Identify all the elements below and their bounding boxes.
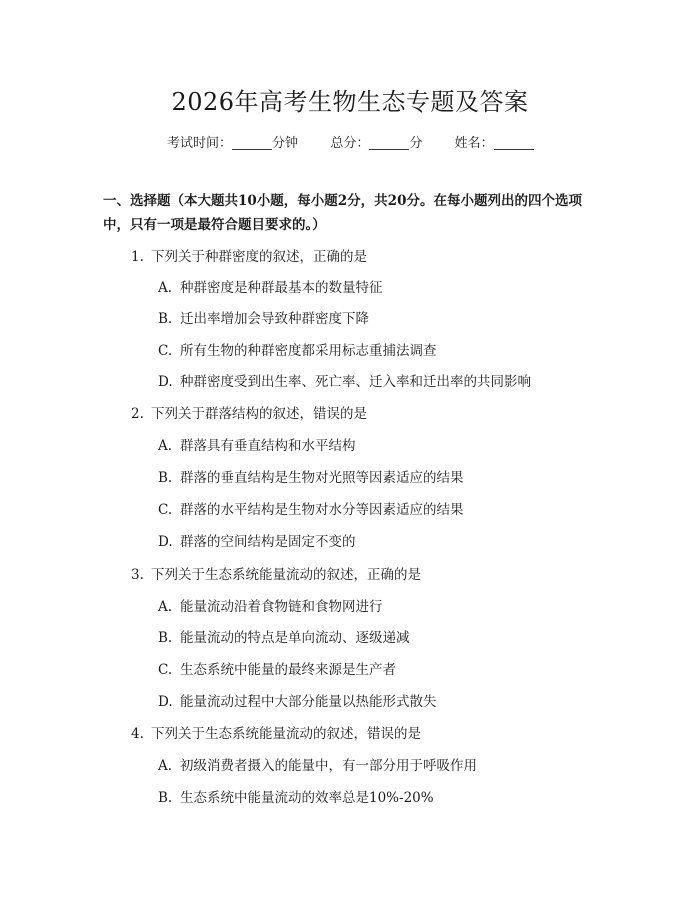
- option-letter: B.: [158, 790, 173, 806]
- name-label: 姓名：: [454, 136, 494, 151]
- option-letter: D.: [158, 534, 173, 550]
- option-text: 能量流动过程中大部分能量以热能形式散失: [180, 694, 437, 710]
- question-stem: 下列关于生态系统能量流动的叙述，正确的是: [151, 567, 421, 583]
- option-text: 生态系统中能量的最终来源是生产者: [180, 662, 396, 678]
- option-letter: C.: [158, 662, 173, 678]
- option-text: 初级消费者摄入的能量中，有一部分用于呼吸作用: [180, 758, 477, 774]
- question-stem: 下列关于群落结构的叙述，错误的是: [151, 406, 367, 422]
- option-text: 能量流动的特点是单向流动、逐级递减: [180, 630, 410, 646]
- option-2c: [158, 498, 464, 518]
- option-text: 群落的水平结构是生物对水分等因素适应的结果: [180, 502, 464, 518]
- score-unit: 分: [409, 136, 423, 151]
- score-blank: [369, 135, 409, 150]
- question-number: 2.: [131, 406, 144, 422]
- option-4a: [158, 754, 477, 774]
- option-text: 群落具有垂直结构和水平结构: [180, 438, 356, 454]
- option-2b: [158, 466, 464, 486]
- time-unit: 分钟: [272, 136, 299, 151]
- option-letter: B.: [158, 630, 173, 646]
- name-blank: [494, 135, 534, 150]
- option-text: 群落的垂直结构是生物对光照等因素适应的结果: [180, 470, 464, 486]
- option-1d: [158, 370, 531, 390]
- question-number: 1.: [131, 249, 144, 265]
- question-1: [131, 245, 367, 265]
- option-1a: [158, 276, 383, 296]
- option-3b: [158, 626, 410, 646]
- option-text: 迁出率增加会导致种群密度下降: [180, 311, 369, 327]
- option-text: 能量流动沿着食物链和食物网进行: [180, 599, 383, 615]
- time-blank: [232, 135, 272, 150]
- option-letter: A.: [158, 280, 173, 296]
- option-letter: C.: [158, 502, 173, 518]
- option-letter: D.: [158, 374, 173, 390]
- question-number: 3.: [131, 567, 144, 583]
- option-letter: D.: [158, 694, 173, 710]
- option-1b: [158, 307, 369, 327]
- option-3c: [158, 658, 396, 678]
- option-3d: [158, 690, 437, 710]
- option-2a: [158, 434, 356, 454]
- option-3a: [158, 595, 383, 615]
- question-2: [131, 402, 367, 422]
- option-text: 种群密度受到出生率、死亡率、迁入率和迁出率的共同影响: [180, 374, 531, 390]
- option-text: 所有生物的种群密度都采用标志重捕法调查: [180, 343, 437, 359]
- page-title: 2026年高考生物生态专题及答案: [171, 88, 529, 116]
- option-4b: [158, 786, 434, 806]
- option-letter: A.: [158, 438, 173, 454]
- question-3: [131, 563, 421, 583]
- section-heading: 一、选择题（本大题共10小题，每小题2分，共20分。在每小题列出的四个选项中，只有一项是最符合题目要求的。）: [103, 193, 582, 233]
- option-text: 群落的空间结构是固定不变的: [180, 534, 356, 550]
- option-letter: B.: [158, 470, 173, 486]
- option-letter: B.: [158, 311, 173, 327]
- score-label: 总分：: [330, 136, 370, 151]
- question-stem: 下列关于生态系统能量流动的叙述，错误的是: [151, 726, 421, 742]
- question-number: 4.: [131, 726, 144, 742]
- option-letter: C.: [158, 343, 173, 359]
- time-label: 考试时间：: [167, 136, 233, 151]
- option-letter: A.: [158, 758, 173, 774]
- option-text: 种群密度是种群最基本的数量特征: [180, 280, 383, 296]
- question-stem: 下列关于种群密度的叙述，正确的是: [151, 249, 367, 265]
- option-text: 生态系统中能量流动的效率总是10%-20%: [180, 790, 434, 806]
- option-1c: [158, 339, 437, 359]
- option-2d: [158, 530, 356, 550]
- question-4: [131, 722, 421, 742]
- exam-info-line: [167, 132, 534, 151]
- option-letter: A.: [158, 599, 173, 615]
